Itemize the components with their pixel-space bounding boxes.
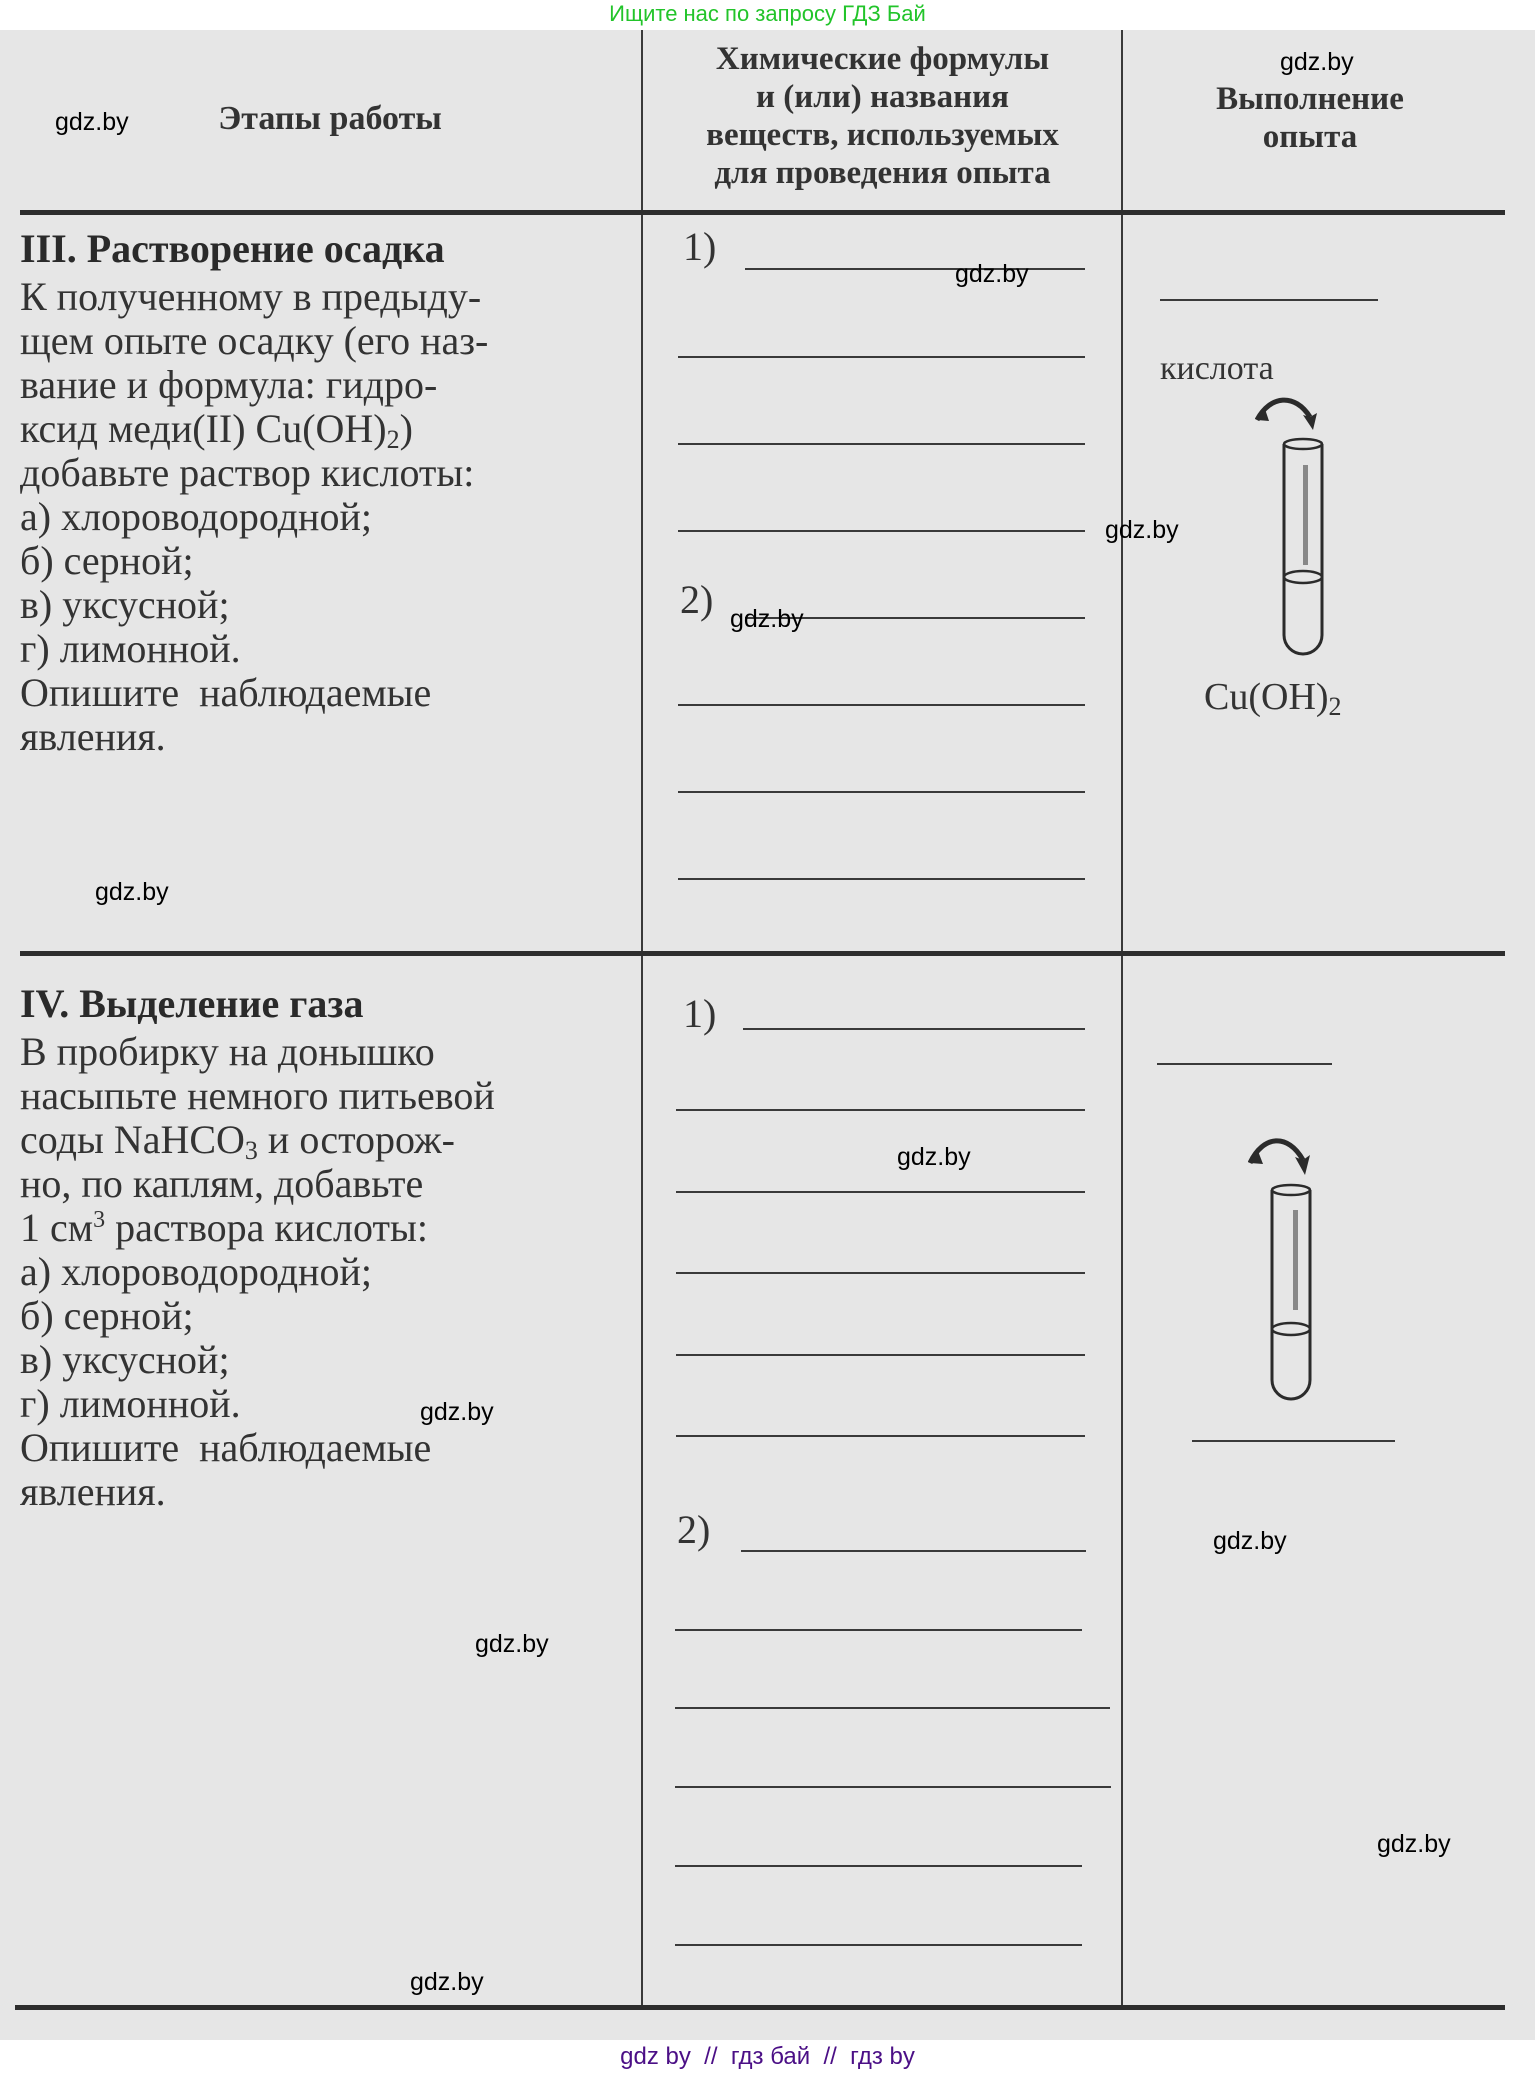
execution-answer-line[interactable] xyxy=(1157,1063,1332,1065)
answer-label-2: 2) xyxy=(680,577,714,622)
search-banner: Ищите нас по запросу ГДЗ Бай xyxy=(609,1,926,26)
text-line-volume xyxy=(20,1206,428,1250)
answer-label-1: 1) xyxy=(683,224,717,269)
header-execution-line: опыта xyxy=(1262,119,1358,155)
header-execution xyxy=(1130,80,1490,156)
text-line: явления. xyxy=(20,714,166,759)
answer-line[interactable] xyxy=(676,1109,1085,1111)
answer-line[interactable] xyxy=(676,1435,1085,1437)
text-line: Опишите наблюдаемые xyxy=(20,670,432,715)
text-line: но, по каплям, добавьте xyxy=(20,1161,424,1206)
watermark: gdz.by xyxy=(410,1968,484,1996)
option-c: в) уксусной; xyxy=(20,582,230,627)
watermark: gdz.by xyxy=(955,260,1029,288)
watermark: gdz.by xyxy=(95,878,169,906)
volume-text: 1 см xyxy=(20,1205,94,1250)
header-stages: Этапы работы xyxy=(218,100,442,137)
watermark: gdz.by xyxy=(1105,516,1179,544)
text-line: явления. xyxy=(20,1469,166,1514)
answer-line[interactable] xyxy=(675,1865,1082,1867)
answer-line[interactable] xyxy=(676,1272,1085,1274)
answer-line[interactable] xyxy=(676,1191,1085,1193)
header-divider xyxy=(20,210,1505,215)
text-line: насыпьте немного питьевой xyxy=(20,1073,495,1118)
answer-line[interactable] xyxy=(678,878,1085,880)
option-d: г) лимонной. xyxy=(20,1381,241,1426)
header-formulas-line: для проведения опыта xyxy=(714,155,1051,191)
option-a: а) хлороводородной; xyxy=(20,1249,372,1294)
answer-label-2: 2) xyxy=(677,1507,711,1552)
option-a: а) хлороводородной; xyxy=(20,494,372,539)
section-iii-title: III. Растворение осадка xyxy=(20,226,445,271)
watermark: gdz.by xyxy=(1280,48,1354,76)
formula-text: ксид меди(II) Cu(OH) xyxy=(20,406,387,451)
answer-line[interactable] xyxy=(675,1707,1110,1709)
test-tube-icon xyxy=(1248,1135,1328,1405)
answer-label-1: 1) xyxy=(683,991,717,1036)
acid-label: кислота xyxy=(1160,350,1274,387)
answer-line[interactable] xyxy=(678,530,1085,532)
bottom-divider xyxy=(15,2005,1505,2010)
text-line: В пробирку на донышко xyxy=(20,1029,435,1074)
answer-line[interactable] xyxy=(678,443,1085,445)
formula-subscript: 3 xyxy=(244,1136,258,1165)
footer-banner: gdz by // гдз бай // гдз by xyxy=(0,2040,1535,2079)
watermark: gdz.by xyxy=(897,1143,971,1171)
answer-line[interactable] xyxy=(678,704,1085,706)
worksheet-page xyxy=(0,30,1535,2040)
text-line-formula xyxy=(20,406,413,454)
answer-line[interactable] xyxy=(741,1550,1086,1552)
watermark: gdz.by xyxy=(55,108,129,136)
option-b: б) серной; xyxy=(20,1293,194,1338)
copper-hydroxide-label xyxy=(1204,676,1342,721)
answer-line[interactable] xyxy=(675,1944,1082,1946)
option-c: в) уксусной; xyxy=(20,1337,230,1382)
text-line: добавьте раствор кислоты: xyxy=(20,450,475,495)
text-line-formula xyxy=(20,1117,455,1165)
watermark: gdz.by xyxy=(1213,1527,1287,1555)
text-tail: раствора кислоты: xyxy=(105,1205,428,1250)
text-line: щем опыте осадку (его наз- xyxy=(20,318,489,363)
answer-line[interactable] xyxy=(678,791,1085,793)
header-formulas-line: Химические формулы xyxy=(715,41,1050,77)
formula-text: Cu(OH) xyxy=(1204,676,1329,718)
header-execution-line: Выполнение xyxy=(1216,81,1404,117)
header-formulas xyxy=(650,40,1115,192)
formula-close: ) xyxy=(399,406,413,451)
column-divider-2 xyxy=(1121,30,1123,2005)
watermark: gdz.by xyxy=(1377,1830,1451,1858)
execution-answer-line[interactable] xyxy=(1160,299,1378,301)
column-divider-1 xyxy=(641,30,643,2005)
answer-line[interactable] xyxy=(675,1629,1082,1631)
answer-line[interactable] xyxy=(743,1028,1085,1030)
formula-subscript: 2 xyxy=(386,425,400,454)
formula-text: соды NaHCO xyxy=(20,1117,245,1162)
section-divider xyxy=(20,951,1505,956)
section-iv-title: IV. Выделение газа xyxy=(20,981,364,1026)
header-formulas-line: веществ, используемых xyxy=(706,117,1059,153)
formula-subscript: 2 xyxy=(1328,692,1342,721)
answer-line[interactable] xyxy=(676,1354,1085,1356)
watermark: gdz.by xyxy=(420,1398,494,1426)
watermark: gdz.by xyxy=(475,1630,549,1658)
unit-superscript: 3 xyxy=(93,1207,106,1233)
header-formulas-line: и (или) названия xyxy=(755,79,1009,115)
answer-line[interactable] xyxy=(678,356,1085,358)
test-tube-icon xyxy=(1255,395,1335,660)
answer-line[interactable] xyxy=(675,1786,1111,1788)
option-d: г) лимонной. xyxy=(20,626,241,671)
watermark: gdz.by xyxy=(730,605,804,633)
text-line: вание и формула: гидро- xyxy=(20,362,438,407)
answer-line[interactable] xyxy=(745,268,1085,270)
text-line: К полученному в предыду- xyxy=(20,274,482,319)
option-b: б) серной; xyxy=(20,538,194,583)
text-line: Опишите наблюдаемые xyxy=(20,1425,432,1470)
execution-answer-line[interactable] xyxy=(1192,1440,1395,1442)
text-tail: и осторож- xyxy=(257,1117,455,1162)
